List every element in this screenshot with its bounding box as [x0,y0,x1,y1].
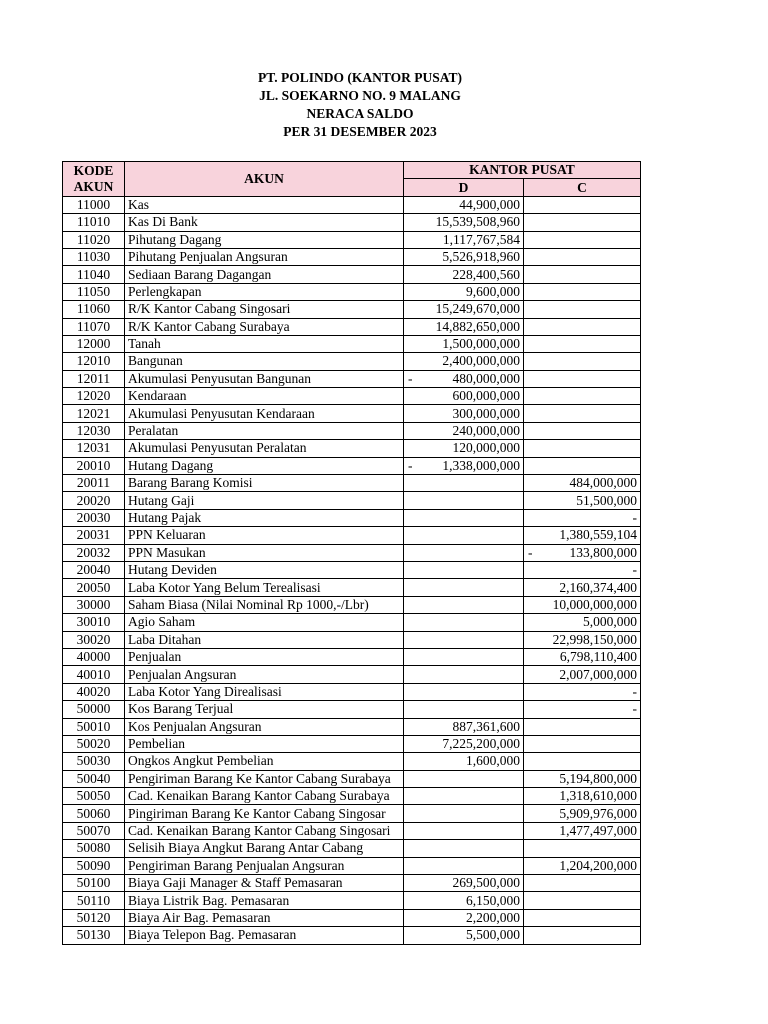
column-header-kode [63,162,125,197]
credit-amount: 484,000,000 [524,475,641,492]
account-name: Laba Kotor Yang Belum Terealisasi [125,579,404,596]
credit-amount: 1,318,610,000 [524,788,641,805]
credit-amount [524,388,641,405]
account-code: 50040 [63,770,125,787]
debit-amount: 5,500,000 [404,927,524,944]
account-code: 11030 [63,248,125,265]
table-row [63,248,641,265]
company-address: JL. SOEKARNO NO. 9 MALANG [259,88,461,103]
account-code: 20032 [63,544,125,561]
debit-amount: 15,249,670,000 [404,301,524,318]
credit-amount: 6,798,110,400 [524,648,641,665]
account-code: 50060 [63,805,125,822]
credit-amount [524,405,641,422]
table-body [63,196,641,944]
credit-amount [524,248,641,265]
table-row [63,509,641,526]
credit-amount [524,909,641,926]
debit-amount [404,683,524,700]
account-code: 12021 [63,405,125,422]
account-name: Biaya Listrik Bag. Pemasaran [125,892,404,909]
account-name: Peralatan [125,422,404,439]
account-name: Tanah [125,335,404,352]
account-name: Hutang Pajak [125,509,404,526]
account-code: 40000 [63,648,125,665]
debit-amount: 2,400,000,000 [404,353,524,370]
debit-amount: 15,539,508,960 [404,214,524,231]
credit-amount [524,196,641,213]
table-row [63,544,641,561]
account-name: Pihutang Penjualan Angsuran [125,248,404,265]
account-code: 50020 [63,735,125,752]
debit-amount: 1,600,000 [404,753,524,770]
debit-amount: - 1,338,000,000 [404,457,524,474]
debit-amount: 2,200,000 [404,909,524,926]
debit-amount [404,561,524,578]
report-title: NERACA SALDO [306,106,414,121]
table-row [63,475,641,492]
debit-amount [404,666,524,683]
table-row [63,666,641,683]
account-code: 12011 [63,370,125,387]
column-header-credit: C [524,179,641,196]
debit-amount [404,614,524,631]
table-row [63,457,641,474]
table-row [63,214,641,231]
account-name: Pihutang Dagang [125,231,404,248]
credit-amount: 5,000,000 [524,614,641,631]
credit-amount: 1,477,497,000 [524,822,641,839]
debit-amount [404,840,524,857]
account-name: Hutang Gaji [125,492,404,509]
account-name: Akumulasi Penyusutan Kendaraan [125,405,404,422]
table-row [63,318,641,335]
account-code: 50070 [63,822,125,839]
account-name: R/K Kantor Cabang Surabaya [125,318,404,335]
account-code: 50110 [63,892,125,909]
table-row [63,875,641,892]
account-code: 50030 [63,753,125,770]
account-code: 40020 [63,683,125,700]
account-code: 30000 [63,596,125,613]
debit-amount [404,857,524,874]
table-row [63,561,641,578]
debit-amount [404,544,524,561]
account-name: Barang Barang Komisi [125,475,404,492]
account-code: 20010 [63,457,125,474]
table-row [63,735,641,752]
account-name: Bangunan [125,353,404,370]
trial-balance-table [62,161,641,945]
account-name: Kos Barang Terjual [125,701,404,718]
account-code: 20050 [63,579,125,596]
column-header-kantor-pusat: KANTOR PUSAT [404,162,641,179]
account-name: Penjualan Angsuran [125,666,404,683]
account-code: 50050 [63,788,125,805]
credit-amount [524,875,641,892]
kode-label-line2: AKUN [73,178,114,194]
credit-amount: - [524,683,641,700]
account-code: 50010 [63,718,125,735]
account-code: 20040 [63,561,125,578]
account-code: 50100 [63,875,125,892]
account-name: Hutang Dagang [125,457,404,474]
debit-amount: 269,500,000 [404,875,524,892]
debit-amount [404,770,524,787]
account-name: Pengiriman Barang Penjualan Angsuran [125,857,404,874]
credit-amount [524,840,641,857]
credit-amount [524,753,641,770]
table-row [63,440,641,457]
table-row [63,614,641,631]
account-code: 12031 [63,440,125,457]
account-name: Kas Di Bank [125,214,404,231]
debit-amount: 300,000,000 [404,405,524,422]
table-row [63,527,641,544]
account-code: 50000 [63,701,125,718]
account-code: 40010 [63,666,125,683]
account-name: Penjualan [125,648,404,665]
account-name: Perlengkapan [125,283,404,300]
table-row [63,596,641,613]
account-name: Ongkos Angkut Pembelian [125,753,404,770]
account-name: Cad. Kenaikan Barang Kantor Cabang Surabaya [125,788,404,805]
table-row [63,857,641,874]
account-name: Selisih Biaya Angkut Barang Antar Cabang [125,840,404,857]
kode-label-line1: KODE [73,162,114,178]
debit-amount: 44,900,000 [404,196,524,213]
credit-amount: 1,380,559,104 [524,527,641,544]
debit-amount: 1,117,767,584 [404,231,524,248]
table-row [63,405,641,422]
credit-amount: - [524,701,641,718]
account-name: Akumulasi Penyusutan Peralatan [125,440,404,457]
debit-amount [404,805,524,822]
debit-amount: 228,400,560 [404,266,524,283]
account-name: Akumulasi Penyusutan Bangunan [125,370,404,387]
table-row [63,283,641,300]
account-name: Agio Saham [125,614,404,631]
credit-amount [524,318,641,335]
credit-amount: 1,204,200,000 [524,857,641,874]
account-name: Cad. Kenaikan Barang Kantor Cabang Singosari [125,822,404,839]
account-code: 11040 [63,266,125,283]
credit-amount [524,231,641,248]
table-row [63,388,641,405]
account-name: Laba Kotor Yang Direalisasi [125,683,404,700]
account-name: Pingiriman Barang Ke Kantor Cabang Singosar [125,805,404,822]
column-header-debit: D [404,179,524,196]
credit-amount: 51,500,000 [524,492,641,509]
account-code: 20020 [63,492,125,509]
table-row [63,231,641,248]
debit-amount: 5,526,918,960 [404,248,524,265]
credit-amount [524,440,641,457]
company-name: PT. POLINDO (KANTOR PUSAT) [257,70,462,85]
account-code: 50130 [63,927,125,944]
table-row [63,301,641,318]
table-row [63,196,641,213]
debit-amount [404,648,524,665]
table-row [63,631,641,648]
table-row [63,370,641,387]
debit-amount [404,631,524,648]
account-name: Pembelian [125,735,404,752]
account-name: Sediaan Barang Dagangan [125,266,404,283]
account-name: R/K Kantor Cabang Singosari [125,301,404,318]
account-code: 11070 [63,318,125,335]
debit-amount: 9,600,000 [404,283,524,300]
credit-amount [524,214,641,231]
table-row [63,648,641,665]
credit-amount: 10,000,000,000 [524,596,641,613]
table-row [63,579,641,596]
debit-amount: 887,361,600 [404,718,524,735]
credit-amount [524,353,641,370]
debit-amount: 6,150,000 [404,892,524,909]
table-row [63,892,641,909]
credit-amount: - 133,800,000 [524,544,641,561]
account-name: Kas [125,196,404,213]
credit-amount: 2,007,000,000 [524,666,641,683]
account-code: 11060 [63,301,125,318]
table-row [63,718,641,735]
debit-amount [404,788,524,805]
column-header-akun: AKUN [125,162,404,197]
credit-amount: 5,909,976,000 [524,805,641,822]
credit-amount: - [524,561,641,578]
debit-amount: 7,225,200,000 [404,735,524,752]
table-row [63,822,641,839]
account-name: Kendaraan [125,388,404,405]
account-name: PPN Masukan [125,544,404,561]
report-period: PER 31 DESEMBER 2023 [283,124,437,139]
table-row [63,422,641,439]
account-name: Kos Penjualan Angsuran [125,718,404,735]
credit-amount [524,422,641,439]
debit-amount: - 480,000,000 [404,370,524,387]
table-row [63,927,641,944]
account-name: Biaya Gaji Manager & Staff Pemasaran [125,875,404,892]
table-row [63,701,641,718]
account-name: Pengiriman Barang Ke Kantor Cabang Surabaya [125,770,404,787]
account-code: 20011 [63,475,125,492]
credit-amount [524,335,641,352]
account-code: 30010 [63,614,125,631]
account-code: 12010 [63,353,125,370]
account-code: 50090 [63,857,125,874]
credit-amount [524,735,641,752]
account-code: 12000 [63,335,125,352]
table-row [63,492,641,509]
account-code: 11010 [63,214,125,231]
account-code: 30020 [63,631,125,648]
account-code: 20031 [63,527,125,544]
table-row [63,266,641,283]
account-name: Saham Biasa (Nilai Nominal Rp 1000,-/Lbr) [125,596,404,613]
debit-amount: 240,000,000 [404,422,524,439]
table-row [63,683,641,700]
credit-amount [524,457,641,474]
account-code: 50120 [63,909,125,926]
account-code: 20030 [63,509,125,526]
account-code: 50080 [63,840,125,857]
credit-amount [524,927,641,944]
debit-amount [404,822,524,839]
debit-amount [404,527,524,544]
credit-amount [524,892,641,909]
account-code: 12030 [63,422,125,439]
debit-amount: 1,500,000,000 [404,335,524,352]
credit-amount [524,283,641,300]
credit-amount: 2,160,374,400 [524,579,641,596]
credit-amount [524,266,641,283]
account-code: 11000 [63,196,125,213]
account-code: 12020 [63,388,125,405]
account-name: Biaya Air Bag. Pemasaran [125,909,404,926]
debit-amount [404,596,524,613]
debit-amount: 14,882,650,000 [404,318,524,335]
debit-amount: 120,000,000 [404,440,524,457]
account-code: 11050 [63,283,125,300]
table-row [63,770,641,787]
table-row [63,788,641,805]
table-row [63,353,641,370]
debit-amount: 600,000,000 [404,388,524,405]
debit-amount [404,701,524,718]
credit-amount: 22,998,150,000 [524,631,641,648]
debit-amount [404,492,524,509]
credit-amount [524,301,641,318]
debit-amount [404,509,524,526]
credit-amount [524,370,641,387]
report-header [0,69,720,141]
debit-amount [404,475,524,492]
credit-amount [524,718,641,735]
account-name: PPN Keluaran [125,527,404,544]
account-name: Hutang Deviden [125,561,404,578]
credit-amount: 5,194,800,000 [524,770,641,787]
table-row [63,753,641,770]
debit-amount [404,579,524,596]
table-row [63,805,641,822]
table-row [63,909,641,926]
account-name: Biaya Telepon Bag. Pemasaran [125,927,404,944]
account-code: 11020 [63,231,125,248]
table-row [63,335,641,352]
account-name: Laba Ditahan [125,631,404,648]
credit-amount: - [524,509,641,526]
table-row [63,840,641,857]
